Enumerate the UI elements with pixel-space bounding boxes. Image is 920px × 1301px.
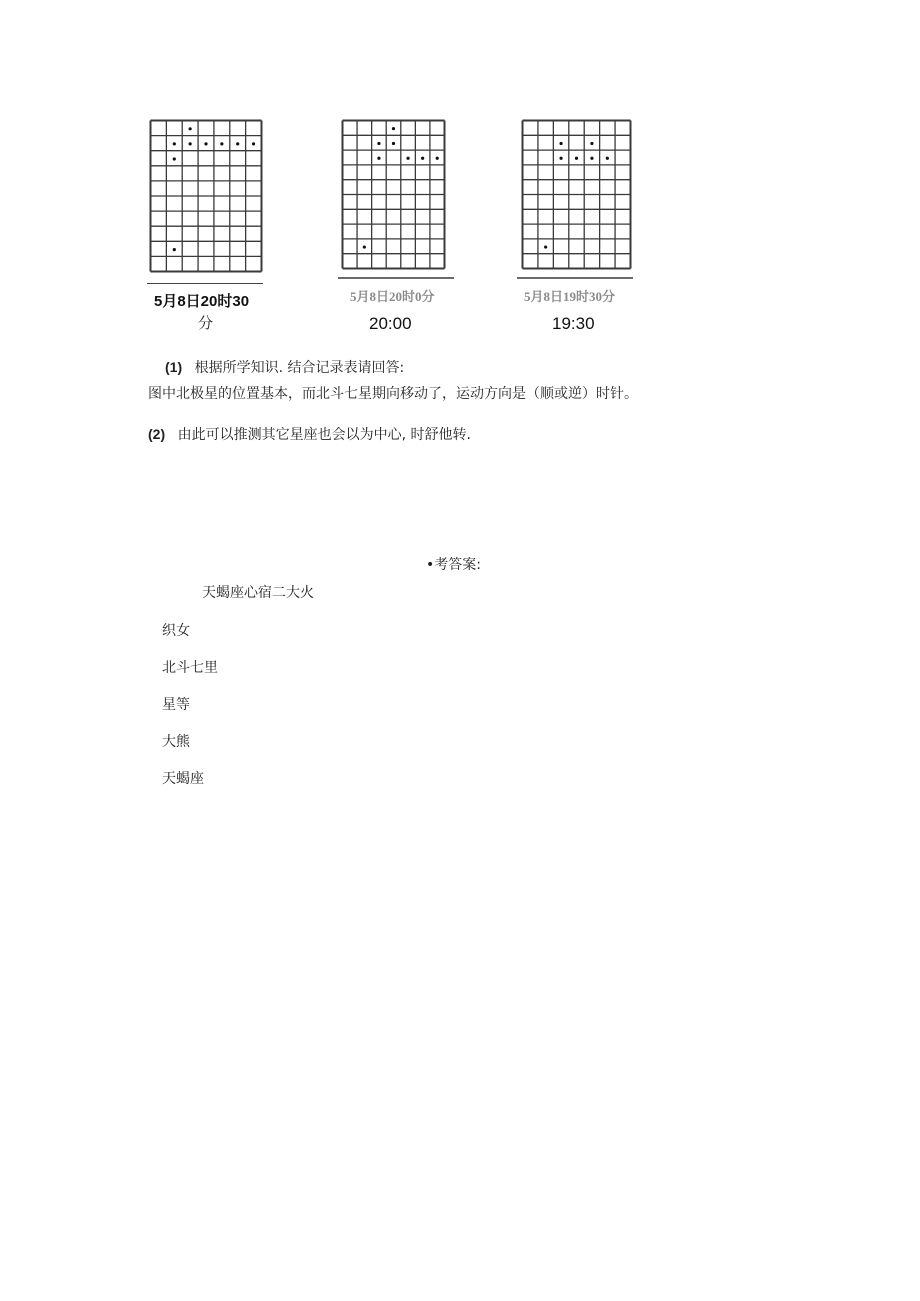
question-2 — [148, 424, 471, 444]
star-dot — [421, 157, 424, 160]
panel-1-caption: 5月8日20时30 — [154, 293, 250, 310]
star-grid-2 — [341, 119, 446, 270]
panel-2-baseline — [338, 277, 454, 279]
star-dot — [544, 245, 547, 248]
question-2-text: 由此可以推测其它星座也会以为中心, 时舒他转. — [177, 427, 471, 443]
star-dot — [606, 157, 609, 160]
star-grid-3 — [521, 119, 632, 270]
star-dot — [590, 157, 593, 160]
question-2-number: (2) — [148, 426, 166, 442]
panel-3-time: 19:30 — [552, 314, 595, 333]
star-dot — [189, 142, 192, 145]
star-dot — [559, 142, 562, 145]
question-1-number: (1) — [165, 359, 183, 375]
star-dot — [204, 142, 207, 145]
star-dot — [559, 157, 562, 160]
panel-1-caption-line2: 分 — [198, 314, 214, 332]
star-dot — [377, 142, 380, 145]
star-dot — [406, 157, 409, 160]
question-1-line2: 图中北极星的位置基本，而北斗七星期向移动了，运动方向是（顺或逆）时针。 — [148, 386, 638, 402]
star-dot — [377, 157, 380, 160]
answer-item-5: 大熊 — [162, 734, 190, 750]
star-dot — [173, 142, 176, 145]
star-dot — [252, 142, 255, 145]
answers-title: •考答案: — [426, 557, 481, 573]
star-dot — [436, 157, 439, 160]
star-dot — [590, 142, 593, 145]
grid-svg-1 — [149, 119, 263, 273]
star-dot — [575, 157, 578, 160]
star-dot — [363, 245, 366, 248]
question-1-text: 根据所学知识. 结合记录表请回答: — [194, 360, 405, 376]
star-dot — [392, 142, 395, 145]
grid-svg-3 — [521, 119, 632, 270]
answer-item-2: 织女 — [162, 623, 190, 639]
panel-3-baseline — [517, 277, 633, 279]
panel-3-caption: 5月8日19时30分 — [524, 289, 616, 304]
star-dot — [392, 127, 395, 130]
panel-1-baseline — [147, 283, 263, 284]
star-dot — [220, 142, 223, 145]
star-grid-1 — [149, 119, 263, 273]
star-dot — [173, 248, 176, 251]
star-dot — [189, 127, 192, 130]
answer-item-1: 天蝎座心宿二大火 — [202, 585, 314, 601]
answer-item-4: 星等 — [162, 697, 190, 713]
answer-item-6: 天蝎座 — [162, 771, 204, 787]
question-1 — [165, 357, 404, 377]
panel-2-time: 20:00 — [369, 314, 412, 333]
star-dot — [236, 142, 239, 145]
star-dot — [173, 157, 176, 160]
grid-svg-2 — [341, 119, 446, 270]
answer-item-3: 北斗七里 — [162, 660, 218, 676]
panel-2-caption: 5月8日20时0分 — [350, 289, 435, 304]
